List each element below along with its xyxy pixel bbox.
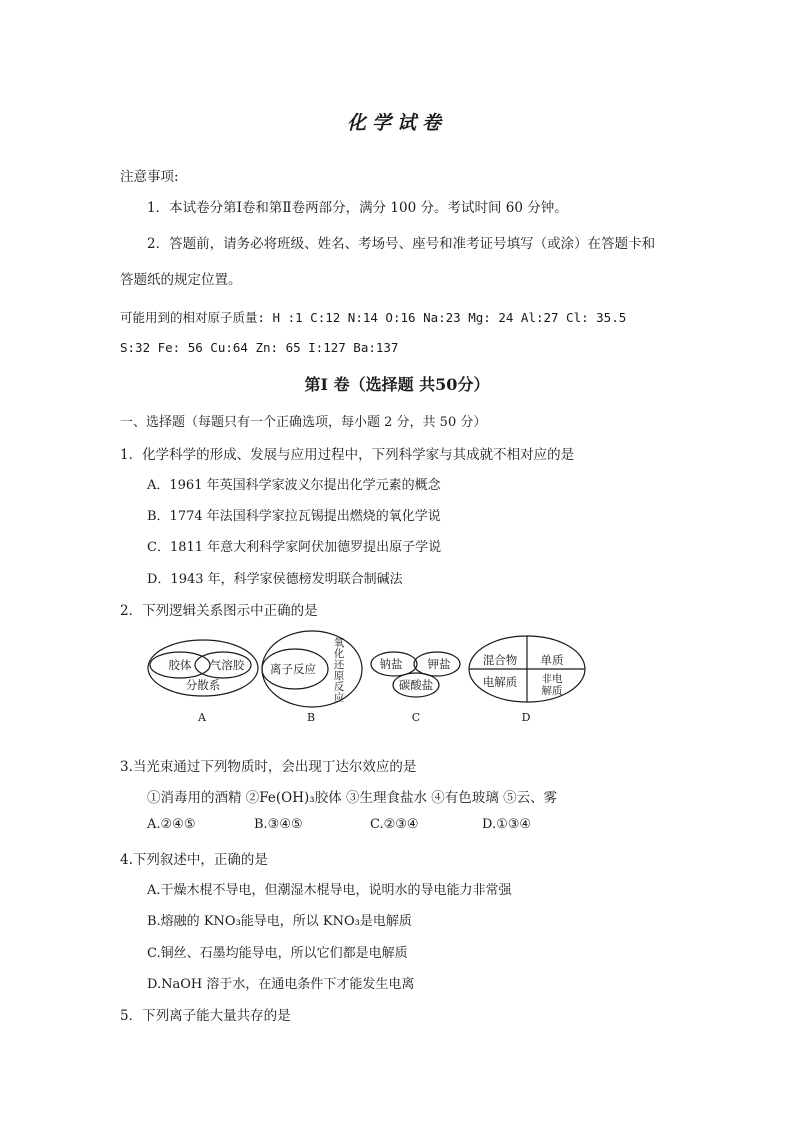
diagram-b-side-char-4: 原	[333, 670, 345, 682]
diagram-b-letter: B	[306, 711, 316, 724]
diagram-d-quadrant-4-line-2: 解质	[541, 685, 563, 697]
q1-option-a: A．1961 年英国科学家波义尔提出化学元素的概念	[147, 478, 441, 493]
q1-option-b: B．1774 年法国科学家拉瓦锡提出燃烧的氧化学说	[147, 509, 441, 524]
q3-option-b: B.③④⑤	[254, 817, 303, 832]
notice-heading: 注意事项:	[120, 169, 179, 185]
q2-stem: 2．下列逻辑关系图示中正确的是	[120, 603, 318, 619]
diagram-d-quadrant-4-line-1: 非电	[541, 673, 563, 685]
diagram-d-quadrant-2: 单质	[540, 653, 564, 667]
q1-stem: 1．化学科学的形成、发展与应用过程中，下列科学家与其成就不相对应的是	[120, 447, 575, 463]
diagram-c-circle2-label: 钾盐	[427, 657, 451, 671]
diagram-a-outer-label: 分散系	[185, 678, 221, 692]
diagram-b-side-char-5: 反	[333, 681, 345, 693]
q4-option-d: D.NaOH 溶于水，在通电条件下才能发生电离	[147, 977, 415, 992]
diagram-b-side-char-1: 氧	[333, 637, 345, 649]
section-title: 第Ⅰ 卷（选择题 共50分）	[304, 375, 490, 394]
q4-stem: 4.下列叙述中，正确的是	[120, 852, 268, 868]
page-title: 化学试卷	[346, 112, 447, 134]
diagram-d-quadrant-1: 混合物	[482, 653, 518, 667]
diagram-a-circle2-label: 气溶胶	[209, 658, 245, 672]
diagram-b-side-char-2: 化	[333, 648, 345, 660]
logic-diagrams	[140, 628, 600, 728]
q1-option-c: C．1811 年意大利科学家阿伏加德罗提出原子学说	[147, 540, 442, 555]
q4-option-b: B.熔融的 KNO₃能导电，所以 KNO₃是电解质	[147, 914, 412, 929]
q4-option-a: A.干燥木棍不导电，但潮湿木棍导电，说明水的导电能力非常强	[147, 883, 512, 898]
notice-item-2-line-1: 2．答题前，请务必将班级、姓名、考场号、座号和准考证号填写（或涂）在答题卡和	[147, 236, 656, 252]
q4-option-c: C.铜丝、石墨均能导电，所以它们都是电解质	[147, 946, 408, 961]
q1-option-d: D．1943 年，科学家侯德榜发明联合制碱法	[147, 572, 403, 587]
q5-stem: 5．下列离子能大量共存的是	[120, 1008, 291, 1024]
q3-option-a: A.②④⑤	[147, 817, 196, 832]
diagram-c-letter: C	[411, 711, 421, 724]
diagram-a-circle1-label: 胶体	[168, 658, 192, 672]
part1-heading: 一、选择题（每题只有一个正确选项，每小题 2 分，共 50 分）	[120, 415, 487, 430]
diagram-d-quadrant-3: 电解质	[482, 675, 518, 689]
q3-stem: 3.当光束通过下列物质时，会出现丁达尔效应的是	[120, 759, 417, 775]
q3-option-d: D.①③④	[482, 817, 532, 832]
diagram-c-circle1-label: 钠盐	[379, 657, 403, 671]
diagram-d-letter: D	[521, 711, 531, 724]
diagram-c-circle3-label: 碳酸盐	[398, 678, 434, 692]
q3-option-c: C.②③④	[370, 817, 419, 832]
atomic-masses-line-1: 可能用到的相对原子质量: H :1 C:12 N:14 O:16 Na:23 Mg: 24 Al:27 Cl: 35.5	[120, 310, 627, 325]
notice-item-1: 1．本试卷分第Ⅰ卷和第Ⅱ卷两部分，满分 100 分。考试时间 60 分钟。	[147, 200, 568, 216]
diagram-b-side-char-3: 还	[333, 659, 345, 671]
diagram-a-letter: A	[198, 711, 206, 724]
diagram-b-side-char-6: 应	[333, 692, 345, 704]
notice-item-2-line-2: 答题纸的规定位置。	[120, 272, 242, 288]
atomic-masses-line-2: S:32 Fe: 56 Cu:64 Zn: 65 I:127 Ba:137	[120, 340, 399, 355]
diagram-b-inner-label: 离子反应	[270, 662, 316, 676]
q3-items: ①消毒用的酒精 ②Fe(OH)₃胶体 ③生理食盐水 ④有色玻璃 ⑤云、雾	[147, 790, 558, 806]
